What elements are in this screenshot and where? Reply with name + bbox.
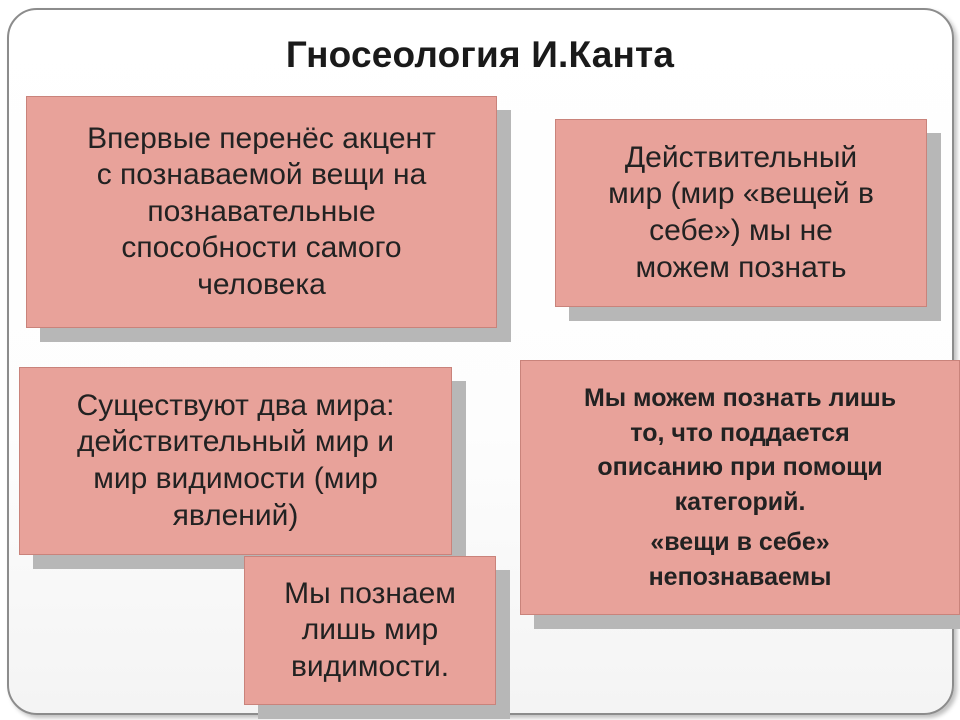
slide-title: Гносеология И.Канта bbox=[285, 34, 675, 75]
text-box-categories-text: Мы можем познать лишь то, что поддается описанию при помощи категорий. bbox=[583, 384, 897, 516]
text-box-accent-shift-text: Впервые перенёс акцент с познаваемой вещи на познавательные способности самого человека bbox=[87, 121, 436, 301]
text-box-world-of-appearances bbox=[244, 556, 496, 705]
text-box-world-of-appearances-text: Мы познаем лишь мир видимости. bbox=[284, 576, 456, 683]
text-box-two-worlds-text: Существуют два мира: действительный мир и мир видимости (мир явлений) bbox=[76, 388, 395, 532]
text-box-categories bbox=[520, 360, 960, 615]
text-box-accent-shift bbox=[26, 96, 497, 328]
text-box-categories-subtext: «вещи в себе» непознаваемы bbox=[648, 528, 832, 591]
text-box-two-worlds bbox=[19, 367, 452, 555]
text-box-things-in-themselves-text: Действительный мир (мир «вещей в себе») мы не можем познать bbox=[608, 140, 874, 284]
text-box-things-in-themselves bbox=[555, 119, 927, 307]
